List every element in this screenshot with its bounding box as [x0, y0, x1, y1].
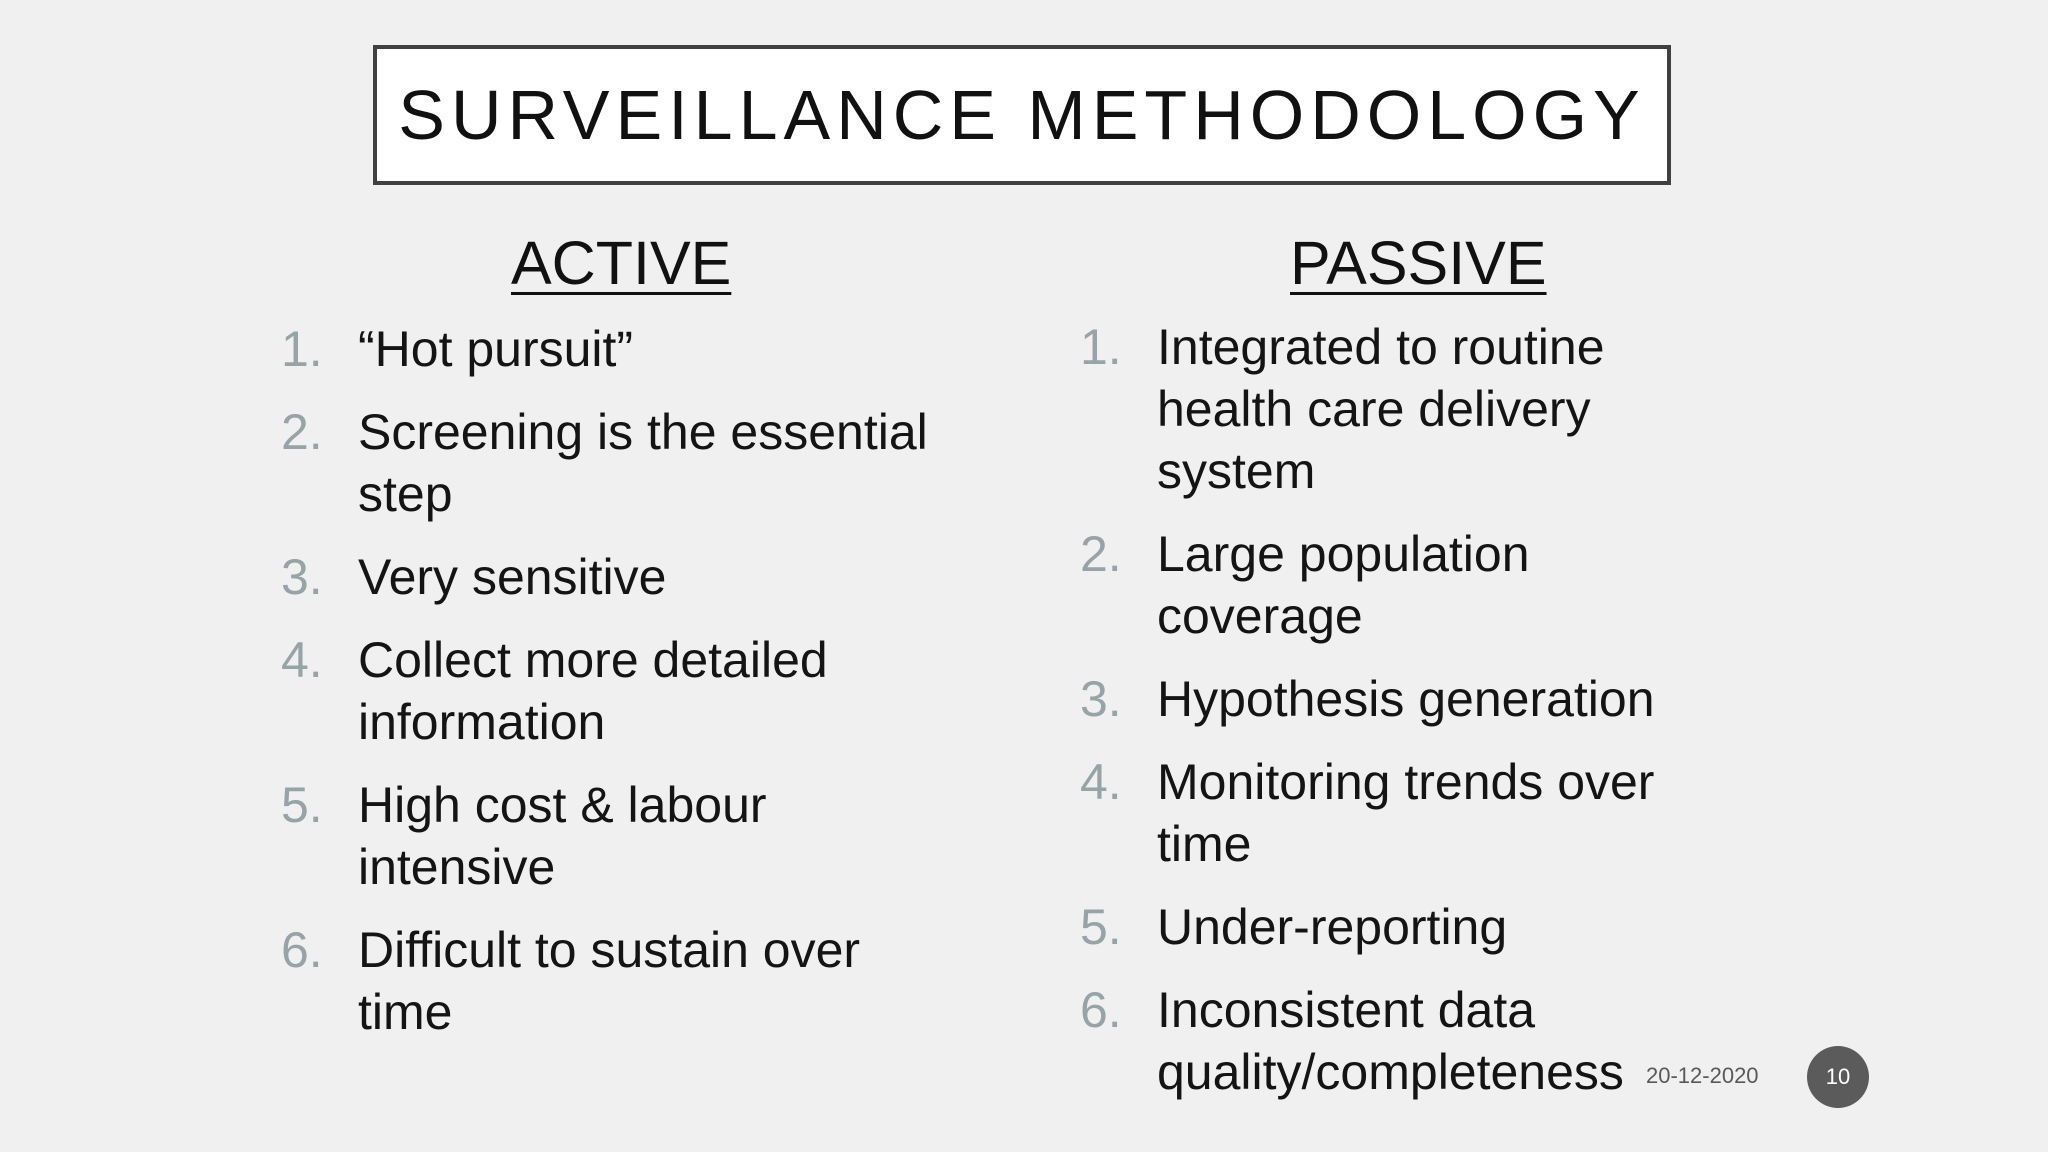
list-item — [1080, 668, 1780, 730]
slide-date: 20-12-2020 — [1646, 1063, 1759, 1088]
passive-list — [1080, 316, 1780, 1124]
list-number: 6. — [1080, 982, 1122, 1038]
list-number: 3. — [281, 549, 323, 605]
list-number: 2. — [281, 404, 323, 460]
list-item — [281, 546, 1001, 608]
list-text: Inconsistent data quality/completeness — [1157, 982, 1624, 1100]
list-text: Collect more detailed information — [358, 632, 828, 750]
list-number: 4. — [281, 632, 323, 688]
list-item — [1080, 523, 1780, 647]
list-text: High cost & labour intensive — [358, 777, 767, 895]
list-item — [281, 919, 1001, 1043]
list-number: 1. — [1080, 319, 1122, 375]
slide-title: SURVEILLANCE METHODOLOGY — [398, 76, 1646, 154]
title-box — [373, 45, 1671, 185]
list-number: 1. — [281, 321, 323, 377]
list-text: Monitoring trends over time — [1157, 754, 1655, 872]
list-number: 4. — [1080, 754, 1122, 810]
list-text: Difficult to sustain over time — [358, 922, 861, 1040]
list-item — [1080, 896, 1780, 958]
list-number: 5. — [1080, 899, 1122, 955]
list-number: 6. — [281, 922, 323, 978]
active-list — [281, 318, 1001, 1064]
active-heading: ACTIVE — [511, 229, 732, 297]
list-text: Hypothesis generation — [1157, 671, 1655, 727]
list-item — [1080, 316, 1780, 502]
list-item — [281, 318, 1001, 380]
list-text: Large population coverage — [1157, 526, 1530, 644]
list-number: 2. — [1080, 526, 1122, 582]
list-item — [281, 629, 1001, 753]
list-text: Screening is the essential step — [358, 404, 928, 522]
page-number: 10 — [1807, 1046, 1869, 1108]
list-text: Under-reporting — [1157, 899, 1508, 955]
list-number: 5. — [281, 777, 323, 833]
list-text: Very sensitive — [358, 549, 667, 605]
list-text: “Hot pursuit” — [358, 321, 634, 377]
list-item — [281, 401, 1001, 525]
list-item — [281, 774, 1001, 898]
list-item — [1080, 751, 1780, 875]
list-number: 3. — [1080, 671, 1122, 727]
passive-heading: PASSIVE — [1290, 229, 1547, 297]
list-text: Integrated to routine health care delivery system — [1157, 319, 1605, 499]
